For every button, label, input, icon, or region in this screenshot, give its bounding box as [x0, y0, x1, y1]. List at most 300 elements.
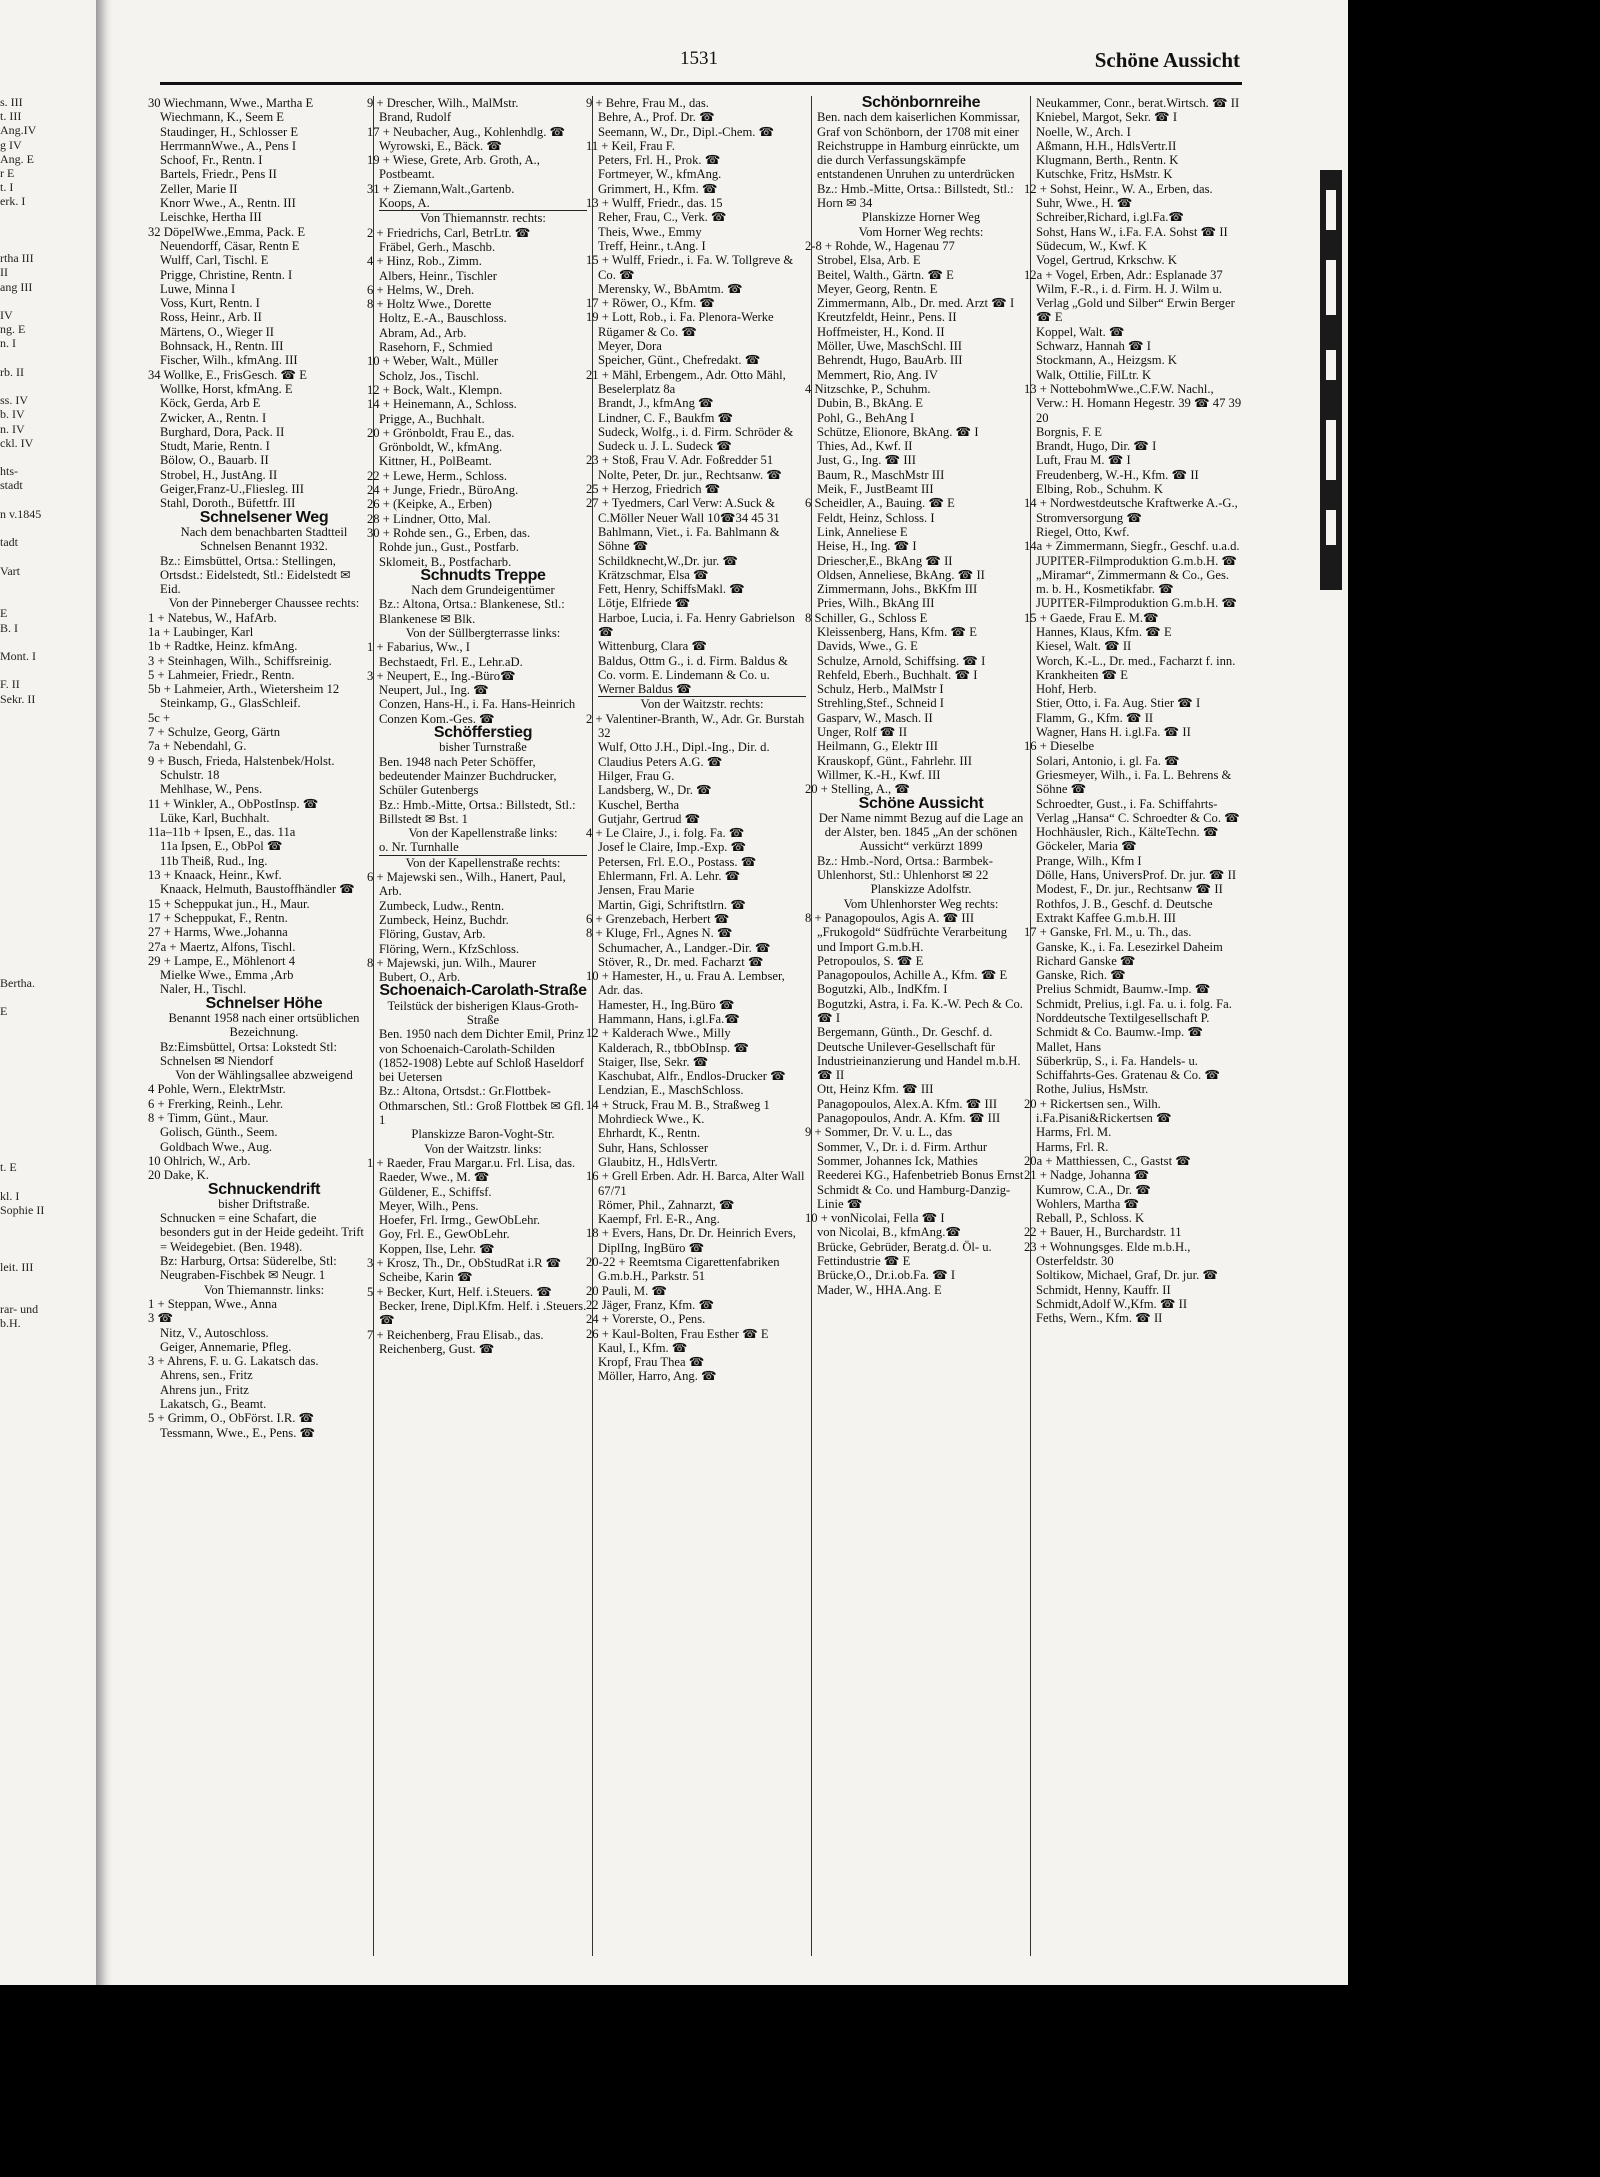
address-entry: 2 + Valentiner-Branth, W., Adr. Gr. Burstah 32 [586, 711, 805, 741]
address-entry: 13 + Wulff, Friedr., das. 15 [586, 196, 723, 211]
previous-page-fragment [0, 848, 92, 862]
resident-line: Wilm, F.-R., i. d. Firm. H. J. Wilm u. Verlag „Gold und Silber“ Erwin Berger ☎ E [1036, 281, 1235, 325]
previous-page-fragment [0, 763, 92, 777]
street-heading: Schnudts Treppe [420, 566, 546, 584]
previous-page-fragment [0, 805, 92, 819]
column-divider [811, 96, 812, 1956]
resident-line: Heise, H., Ing. ☎ I [817, 539, 917, 554]
address-entry: 13 + Knaack, Heinr., Kwf. [148, 868, 282, 883]
previous-page-fragment [0, 578, 92, 592]
address-entry: 22 + Lewe, Herm., Schloss. [367, 468, 508, 483]
resident-line: Petersen, Frl. E.O., Postass. ☎ [598, 854, 757, 869]
previous-page-fragment: kl. I [0, 1188, 20, 1203]
resident-line: Oldsen, Anneliese, BkAng. ☎ II [817, 567, 985, 582]
previous-page-fragment [0, 209, 92, 223]
resident-line: Heilmann, G., Elektr III [817, 739, 938, 754]
street-note: Planskizze Horner Weg [861, 210, 981, 225]
resident-line: Panagopoulos, Andr. A. Kfm. ☎ III [817, 1111, 1001, 1126]
resident-line: Schroedter, Gust., i. Fa. Schiffahrts-Verlag „Hansa“ C. Schroedter & Co. ☎ [1036, 796, 1240, 825]
column-divider [373, 96, 374, 1956]
previous-page-fragment [0, 635, 92, 649]
resident-line: Knaack, Helmuth, Baustoffhändler ☎ [160, 882, 355, 897]
resident-line: Zwicker, A., Rentn. I [160, 410, 267, 425]
street-heading: Schnuckendrift [207, 1180, 321, 1198]
resident-line: Bohnsack, H., Rentn. III [160, 339, 284, 354]
street-note: bisher Turnstraße [439, 740, 527, 755]
address-entry: 21 + Mähl, Erbengem., Adr. Otto Mähl, Beselerplatz 8a [586, 367, 786, 396]
resident-line: Kleissenberg, Hans, Kfm. ☎ E [817, 624, 977, 639]
resident-line: Goy, Frl. E., GewObLehr. [379, 1227, 510, 1242]
resident-line: Harms, Frl. R. [1036, 1139, 1109, 1154]
previous-page-fragment [0, 1018, 92, 1032]
resident-line: Wohlers, Martha ☎ [1036, 1196, 1140, 1211]
header-rule [160, 82, 1242, 85]
address-entry: 24 + Vorerste, O., Pens. [586, 1312, 706, 1327]
resident-line: Fischer, Wilh., kfmAng. III [160, 353, 298, 368]
address-entry: 3 ☎ [148, 1311, 174, 1326]
address-entry: 13 + NottebohmWwe.,C.F.W. Nachl., Verw.: H. Homann Hegestr. 39 ☎ 47 39 20 [1024, 381, 1242, 425]
resident-line: Wagner, Hans H. i.gl.Fa. ☎ II [1036, 725, 1191, 740]
resident-line: Brücke, Gebrüder, Beratg.d. Öl- u. Fettindustrie ☎ E [817, 1239, 992, 1269]
address-entry: 3 + Neupert, E., Ing.-Büro☎ [367, 668, 516, 683]
resident-line: Ganske, K., i. Fa. Lesezirkel Daheim Richard Ganske ☎ [1036, 939, 1223, 968]
resident-line: Beitel, Walth., Gärtn. ☎ E [817, 267, 954, 282]
address-entry: 17 + Neubacher, Aug., Kohlenhdlg. ☎ [367, 124, 566, 139]
resident-line: Ott, Heinz Kfm. ☎ III [817, 1082, 934, 1097]
resident-line: Luft, Frau M. ☎ I [1036, 453, 1131, 468]
previous-page-fragment [0, 1274, 92, 1288]
address-entry: 29 + Lampe, E., Möhlenort 4 [148, 953, 296, 968]
resident-line: Krätzschmar, Elsa ☎ [598, 567, 709, 582]
previous-page-fragment [0, 1061, 92, 1075]
address-entry: 6 + Frerking, Reinh., Lehr. [148, 1096, 284, 1111]
resident-line: Schwarz, Hannah ☎ I [1036, 339, 1151, 354]
previous-page-fragment [0, 1146, 92, 1160]
address-entry: 14 + Struck, Frau M. B., Straßweg 1 [586, 1097, 770, 1112]
resident-line: Rasehorn, F., Schmied [379, 340, 493, 355]
previous-page-edge [0, 95, 92, 1331]
address-entry: 17 + Scheppukat, F., Rentn. [148, 910, 288, 925]
previous-page-fragment: ng. E [0, 322, 26, 337]
resident-line: Norddeutsche Textilgesellschaft P. Schmidt & Co. Baumw.-Imp. ☎ [1036, 1011, 1210, 1040]
resident-line: Süberkrüp, S., i. Fa. Handels- u. Schiffahrts-Ges. Gratenau & Co. ☎ [1036, 1053, 1221, 1083]
previous-page-fragment [0, 493, 92, 507]
resident-line: Harms, Frl. M. [1036, 1125, 1112, 1140]
resident-line: Möller, Harro, Ang. ☎ [598, 1369, 717, 1384]
resident-line: Baldus, Ottm G., i. d. Firm. Baldus & Co. vorm. E. Lindemann & Co. u. Werner Baldus ☎ [598, 653, 788, 697]
street-info: Bz.: Altona, Ortsdst.: Gr.Flottbek-Othmarschen, Stl.: Groß Flottbek ✉ Gfl. 1 [379, 1084, 585, 1128]
address-entry: 22 Jäger, Franz, Kfm. ☎ [586, 1297, 715, 1312]
resident-line: Dubin, B., BkAng. E [817, 396, 924, 411]
address-entry: 2 + Friedrichs, Carl, BetrLtr. ☎ [367, 225, 531, 240]
column-5 [1024, 96, 1244, 1956]
resident-line: „Miramar“, Zimmermann & Co., Ges. m. b. H., Kosmetikfabr. ☎ [1036, 567, 1230, 597]
resident-line: Luwe, Minna I [160, 281, 236, 296]
street-note: Benannt 1958 nach einer ortsüblichen Bezeichnung. [168, 1011, 360, 1040]
resident-line: Fräbel, Gerh., Maschb. [379, 239, 496, 254]
previous-page-fragment [0, 450, 92, 464]
address-entry: 17 + Röwer, O., Kfm. ☎ [586, 296, 715, 311]
previous-page-fragment [0, 550, 92, 564]
previous-page-fragment [0, 905, 92, 919]
address-entry: 8 + Panagopoulos, Agis A. ☎ III [805, 910, 975, 925]
resident-line: Brandt, J., kfmAng ☎ [598, 396, 714, 411]
column-4 [805, 94, 1025, 1956]
street-info: Schnucken = eine Schafart, die besonders gut in der Heide gedeiht. Trift = Weidegebiet. (Ben. 1948). [160, 1211, 364, 1254]
resident-line: Burghard, Dora, Pack. II [160, 424, 285, 439]
resident-line: Flamm, G., Kfm. ☎ II [1036, 710, 1154, 725]
address-entry: 12a + Vogel, Erben, Adr.: Esplanade 37 [1024, 267, 1223, 282]
address-entry: 3 + Krosz, Th., Dr., ObStudRat i.R ☎ [367, 1256, 562, 1271]
resident-line: Reher, Frau, C., Verk. ☎ [598, 210, 727, 225]
resident-line: Möller, Uwe, MaschSchl. III [817, 339, 962, 354]
resident-line: Wollke, Horst, kfmAng. E [160, 381, 293, 396]
previous-page-fragment: t. III [0, 109, 22, 124]
book-gutter [96, 0, 112, 1985]
resident-line: Mielke Wwe., Emma ,Arb [160, 968, 294, 983]
resident-line: Griesmeyer, Wilh., i. Fa. L. Behrens & Söhne ☎ [1036, 767, 1232, 797]
resident-line: Bahlmann, Viet., i. Fa. Bahlmann & Söhne ☎ [598, 524, 780, 554]
address-entry: 10 + Hamester, H., u. Frau A. Lembser, Adr. das. [586, 969, 785, 998]
address-entry: 11a–11b + Ipsen, E., das. 11a [148, 825, 296, 840]
address-entry: 5 + Becker, Kurt, Helf. i.Steuers. ☎ [367, 1284, 552, 1299]
address-entry: 9 + Busch, Frieda, Halstenbek/Holst. Schulstr. 18 [148, 753, 335, 782]
previous-page-fragment [0, 521, 92, 535]
resident-line: Kalderach, R., tbbObInsp. ☎ [598, 1040, 750, 1055]
previous-page-fragment [0, 592, 92, 606]
resident-line: Fortmeyer, W., kfmAng. [598, 167, 722, 182]
column-3 [586, 96, 806, 1956]
resident-line: Kiesel, Walt. ☎ II [1036, 639, 1132, 654]
address-entry: 2-8 + Rohde, W., Hagenau 77 [805, 238, 955, 253]
resident-line: Rehfeld, Eberh., Buchhalt. ☎ I [817, 667, 978, 682]
resident-line: HerrmannWwe., A., Pens I [160, 138, 297, 153]
resident-line: Becker, Irene, Dipl.Kfm. Helf. i .Steuers. ☎ [379, 1298, 587, 1328]
resident-line: Sommer, V., Dr. i. d. Firm. Arthur Sommer, Johannes Ick, Mathies Reederei KG., Hafenbetrieb Bonus Ernst Schmidt & Co. und Hamburg-Danzig-Linie ☎ [817, 1139, 1024, 1211]
address-entry: 6 + Grenzebach, Herbert ☎ [586, 911, 730, 926]
previous-page-fragment [0, 890, 92, 904]
address-entry: 19 + Lott, Rob., i. Fa. Plenora-Werke Rügamer & Co. ☎ [586, 310, 774, 339]
address-entry: 4 Pohle, Wern., ElektrMstr. [148, 1082, 286, 1097]
previous-page-fragment: F. II [0, 677, 20, 692]
address-entry: 5b + Lahmeier, Arth., Wietersheim 12 [148, 682, 340, 697]
previous-page-fragment: hts- [0, 464, 18, 479]
resident-line: Sohst, Hans W., i.Fa. F.A. Sohst ☎ II [1036, 224, 1228, 239]
address-entry: 23 + Wohnungsges. Elde m.b.H., Osterfeldstr. 30 [1024, 1239, 1191, 1269]
resident-line: Martin, Gigi, Schriftstlrn. ☎ [598, 897, 746, 912]
resident-line: Suhr, Wwe., H. ☎ [1036, 196, 1133, 211]
resident-line: Hochhäusler, Rich., KälteTechn. ☎ [1036, 825, 1219, 840]
resident-line: Behrendt, Hugo, BauArb. III [817, 353, 963, 368]
resident-line: Ehrhardt, K., Rentn. [598, 1126, 701, 1141]
address-entry: 1 + Natebus, W., HafArb. [148, 610, 277, 625]
resident-line: von Nicolai, B., kfmAng.☎ [817, 1225, 962, 1240]
resident-line: Hannes, Klaus, Kfm. ☎ E [1036, 624, 1172, 639]
resident-line: Gutjahr, Gertrud ☎ [598, 811, 701, 826]
address-entry: 4 Nitzschke, P., Schuhm. [805, 381, 931, 396]
previous-page-fragment [0, 947, 92, 961]
address-entry: 5 + Grimm, O., ObFörst. I.R. ☎ [148, 1411, 315, 1426]
previous-page-fragment [0, 876, 92, 890]
resident-line: Voss, Kurt, Rentn. I [160, 296, 260, 311]
previous-page-fragment [0, 1032, 92, 1046]
address-entry: 15 + Wulff, Friedr., i. Fa. W. Tollgreve & Co. ☎ [586, 253, 794, 282]
resident-line: Noelle, W., Arch. I [1036, 124, 1131, 139]
resident-line: Brandt, Hugo, Dir. ☎ I [1036, 439, 1157, 454]
resident-line: Leischke, Hertha III [160, 210, 262, 225]
resident-line: Neuendorff, Cäsar, Rentn E [160, 238, 300, 253]
address-entry: 25 + Herzog, Friedrich ☎ [586, 482, 721, 497]
resident-line: Peters, Frl. H., Prok. ☎ [598, 153, 721, 168]
previous-page-fragment: E [0, 606, 8, 621]
address-entry: 8 + Holtz Wwe., Dorette [367, 297, 492, 312]
address-entry: 6 + Majewski sen., Wilh., Hanert, Paul, Arb. [367, 870, 566, 899]
address-entry: 6 Scheidler, A., Bauing. ☎ E [805, 496, 955, 511]
previous-page-fragment [0, 1217, 92, 1231]
previous-page-fragment: E [0, 1004, 8, 1018]
address-entry: 20 + Rickertsen sen., Wilh. i.Fa.Pisani&Rickertsen ☎ [1024, 1096, 1172, 1126]
previous-page-fragment: leit. III [0, 1259, 34, 1274]
resident-line: Willmer, K.-H., Kwf. III [817, 767, 941, 782]
resident-line: Meyer, Dora [598, 339, 662, 354]
resident-line: Studt, Marie, Rentn. I [160, 439, 270, 454]
resident-line: Prigge, A., Buchhalt. [379, 411, 485, 426]
resident-line: Josef le Claire, Imp.-Exp. ☎ [598, 840, 747, 855]
previous-page-fragment [0, 961, 92, 975]
address-entry: 9 + Sommer, Dr. V. u. L., das [805, 1125, 953, 1140]
address-entry: 11 + Keil, Frau F. [586, 138, 675, 153]
street-note: Planskizze Adolfstr. [870, 882, 972, 897]
previous-page-fragment [0, 1118, 92, 1132]
resident-line: Worch, K.-L., Dr. med., Facharzt f. inn. Krankheiten ☎ E [1036, 653, 1236, 682]
previous-page-fragment: t. E [0, 1160, 17, 1175]
resident-line: Zumbeck, Ludw., Rentn. [379, 898, 505, 913]
previous-page-fragment [0, 351, 92, 365]
resident-line: Behre, A., Prof. Dr. ☎ [598, 110, 715, 125]
street-info: Bz.: Hmb.-Mitte, Ortsa.: Billstedt, Stl.: Billstedt ✉ Bst. 1 [379, 797, 576, 826]
address-entry: 9 + Drescher, Wilh., MalMstr. [367, 96, 519, 110]
page-header [160, 48, 1240, 78]
resident-line: „Frukogold“ Südfrüchte Verarbeitung und Import G.m.b.H. [817, 925, 1008, 954]
address-entry: 10 Ohlrich, W., Arb. [148, 1153, 251, 1168]
street-note: bisher Driftstraße. [218, 1196, 310, 1211]
previous-page-fragment: tadt [0, 535, 18, 550]
previous-page-fragment [0, 819, 92, 833]
address-entry: 12 + Kalderach Wwe., Milly [586, 1026, 731, 1041]
resident-line: Pohl, G., BehAng I [817, 410, 915, 425]
resident-line: Ross, Heinr., Arb. II [160, 310, 262, 325]
previous-page-fragment: n v.1845 [0, 506, 42, 521]
resident-line: Driescher,E., BkAng ☎ II [817, 553, 953, 568]
resident-line: Abram, Ad., Arb. [379, 325, 467, 340]
previous-page-fragment [0, 734, 92, 748]
address-entry: 16 + Dieselbe [1024, 739, 1095, 754]
column-1 [148, 96, 368, 1956]
previous-page-fragment [0, 1245, 92, 1259]
resident-line: o. Nr. Turnhalle [379, 840, 459, 855]
resident-line: Lindner, C. F., Baukfm ☎ [598, 410, 734, 425]
resident-line: Riegel, Otto, Kwf. [1036, 524, 1130, 539]
resident-line: Thies, Ad., Kwf. II [817, 439, 913, 454]
resident-line: 11b Theiß, Rud., Ing. [160, 853, 268, 868]
address-entry: 8 Schiller, G., Schloss E [805, 610, 928, 625]
resident-line: Reichenberg, Gust. ☎ [379, 1341, 495, 1356]
previous-page-fragment [0, 706, 92, 720]
resident-line: Schoof, Fr., Rentn. I [160, 153, 263, 168]
previous-page-fragment: Ang. E [0, 151, 34, 166]
resident-line: Koppel, Walt. ☎ [1036, 324, 1125, 339]
street-note: Von Thiemannstr. links: [203, 1282, 325, 1297]
resident-line: Nolte, Peter, Dr. jur., Rechtsanw. ☎ [598, 467, 782, 482]
resident-line: Schütze, Elionore, BkAng. ☎ I [817, 424, 979, 439]
resident-line: Hamester, H., Ing.Büro ☎ [598, 997, 735, 1012]
address-entry: 10 + vonNicolai, Fella ☎ I [805, 1211, 945, 1226]
street-heading: Schnelsener Weg [199, 508, 329, 526]
page-number: 1531 [680, 48, 718, 69]
previous-page-fragment [0, 919, 92, 933]
resident-line: Conzen, Hans-H., i. Fa. Hans-Heinrich Conzen Kom.-Ges. ☎ [379, 697, 576, 726]
previous-page-fragment [0, 990, 92, 1004]
resident-line: Kittner, H., PolBeamt. [379, 454, 492, 469]
street-note: Nach dem Grundeigentümer [411, 583, 555, 598]
address-entry: 14 + Nordwestdeutsche Kraftwerke A.-G., Stromversorgung ☎ [1024, 496, 1238, 525]
resident-line: Stahl, Doroth., Büfettfr. III [160, 496, 296, 511]
street-heading: Schoenaich-Carolath-Straße [379, 982, 587, 1000]
address-entry: 4 + Le Claire, J., i. folg. Fa. ☎ [586, 826, 745, 841]
resident-line: Schmidt, Prelius, i.gl. Fa. u. i. folg. Fa. [1036, 996, 1232, 1011]
resident-line: Albers, Heinr., Tischler [379, 268, 497, 283]
street-heading: Schnelser Höhe [205, 994, 323, 1012]
address-entry: 10 + Weber, Walt., Müller [367, 354, 499, 369]
resident-line: Meyer, Wilh., Pens. [379, 1198, 479, 1213]
address-entry: 1a + Laubinger, Karl [148, 624, 254, 639]
previous-page-fragment [0, 791, 92, 805]
address-entry: 27a + Maertz, Alfons, Tischl. [148, 939, 296, 954]
previous-page-fragment: ang III [0, 279, 33, 294]
resident-line: Rothfos, J. B., Geschf. d. Deutsche Extrakt Kaffee G.m.b.H. III [1036, 896, 1213, 925]
previous-page-fragment [0, 223, 92, 237]
resident-line: Harboe, Lucia, i. Fa. Henry Gabrielson ☎ [598, 610, 795, 639]
street-note: Von der Süllbergterrasse links: [405, 625, 561, 640]
address-entry: 32 DöpelWwe.,Emma, Pack. E [148, 224, 306, 239]
column-divider [1030, 96, 1031, 1956]
resident-line: Bölow, O., Bauarb. II [160, 453, 269, 468]
resident-line: Bartels, Friedr., Pens II [160, 167, 277, 182]
street-note: Von der Wählingsallee abzweigend [175, 1068, 353, 1083]
previous-page-fragment: ss. IV [0, 393, 29, 408]
address-entry: 20 + Grönboldt, Frau E., das. [367, 425, 515, 440]
street-note: Vom Uhlenhorster Weg rechts: [843, 896, 999, 911]
resident-line: Aßmann, H.H., HdlsVertr.II [1036, 138, 1177, 153]
resident-line: Landsberg, W., Dr. ☎ [598, 783, 712, 798]
resident-line: 11a Ipsen, E., ObPol ☎ [160, 839, 283, 854]
previous-page-fragment [0, 1075, 92, 1089]
resident-line: Modest, F., Dr. jur., Rechtsanw ☎ II [1036, 882, 1223, 897]
resident-line: Just, G., Ing. ☎ III [817, 453, 916, 468]
resident-line: Brücke,O., Dr.i.ob.Fa. ☎ I [817, 1268, 956, 1283]
resident-line: Panagopoulos, Alex.A. Kfm. ☎ III [817, 1096, 998, 1111]
street-note: Von der Kapellenstraße rechts: [405, 855, 561, 870]
previous-page-fragment: erk. I [0, 194, 26, 209]
previous-page-fragment [0, 748, 92, 762]
resident-line: Strobel, Elsa, Arb. E [817, 253, 921, 268]
resident-line: Meik, F., JustBeamt III [817, 482, 934, 497]
resident-line: Fett, Henry, SchiffsMakl. ☎ [598, 582, 745, 597]
resident-line: Prelius Schmidt, Baumw.-Imp. ☎ [1036, 982, 1211, 997]
resident-line: Kropf, Frau Thea ☎ [598, 1355, 705, 1370]
resident-line: Wyrowski, E., Bäck. ☎ [379, 138, 503, 153]
street-note: Planskizze Baron-Voght-Str. [411, 1127, 555, 1142]
resident-line: Geiger,Franz-U.,Fliesleg. III [160, 482, 304, 497]
resident-line: Hilger, Frau G. [598, 768, 675, 783]
resident-line: Schumacher, A., Landger.-Dir. ☎ [598, 940, 771, 955]
resident-line: Neukammer, Conr., berat.Wirtsch. ☎ II [1036, 96, 1240, 110]
address-entry: 20a + Matthiessen, C., Gastst ☎ [1024, 1153, 1191, 1168]
resident-line: Bergemann, Günth., Dr. Geschf. d. Deutsche Unilever-Gesellschaft für Industrieinanzierung und Handel m.b.H. ☎ II [817, 1025, 1021, 1083]
resident-line: Sudeck, Wolfg., i. d. Firm. Schröder & Sudeck u. J. L. Sudeck ☎ [598, 424, 794, 454]
resident-line: Unger, Rolf ☎ II [817, 725, 908, 740]
resident-line: Schulze, Arnold, Schiffsing. ☎ I [817, 653, 986, 668]
resident-line: Wiechmann, K., Seem E [160, 110, 284, 125]
resident-line: Stockmann, A., Heizgsm. K [1036, 353, 1177, 368]
resident-line: Zeller, Marie II [160, 181, 238, 196]
previous-page-fragment: t. I [0, 180, 14, 195]
address-entry: 8 + Kluge, Frl., Agnes N. ☎ [586, 926, 733, 941]
previous-page-fragment [0, 1103, 92, 1117]
resident-line: Seemann, W., Dr., Dipl.-Chem. ☎ [598, 124, 775, 139]
resident-line: Soltikow, Michael, Graf, Dr. jur. ☎ [1036, 1268, 1219, 1283]
resident-line: Flöring, Wern., KfzSchloss. [379, 941, 520, 956]
street-info: Bz.: Hmb.-Mitte, Ortsa.: Billstedt, Stl.: Horn ✉ 34 [817, 181, 1014, 211]
address-entry: 23 + Stoß, Frau V. Adr. Foßredder 51 [586, 453, 774, 468]
resident-line: Walk, Ottilie, FilLtr. K [1036, 367, 1152, 382]
previous-page-fragment: n. IV [0, 421, 25, 436]
resident-line: Strobel, H., JustAng. II [160, 467, 278, 482]
previous-page-fragment [0, 1047, 92, 1061]
address-entry: 5 + Lahmeier, Friedr., Rentn. [148, 667, 295, 682]
address-entry: 14 + Heinemann, A., Schloss. [367, 397, 517, 412]
previous-page-fragment: ckl. IV [0, 435, 34, 450]
resident-line: Kaul, I., Kfm. ☎ [598, 1340, 688, 1355]
previous-page-fragment: Ang.IV [0, 123, 37, 138]
resident-line: Hohf, Herb. [1036, 682, 1097, 697]
resident-line: Steinkamp, G., GlasSchleif. [160, 696, 301, 711]
previous-page-fragment: Vart [0, 563, 20, 578]
previous-page-fragment [0, 663, 92, 677]
address-entry: 30 + Rohde sen., G., Erben, das. [367, 525, 531, 540]
resident-line: Petropoulos, S. ☎ E [817, 953, 924, 968]
resident-line: Lendzian, E., MaschSchloss. [598, 1083, 744, 1098]
previous-page-fragment: Sekr. II [0, 691, 36, 706]
address-entry: 14a + Zimmermann, Siegfr., Geschf. u.a.d. JUPITER-Filmproduktion G.m.b.H. ☎ [1024, 539, 1240, 568]
address-entry: 3 + Ahrens, F. u. G. Lakatsch das. [148, 1354, 319, 1369]
resident-line: Prange, Wilh., Kfm I [1036, 853, 1142, 868]
resident-line: Gasparv, W., Masch. II [817, 710, 933, 725]
resident-line: Dölle, Hans, UniversProf. Dr. jur. ☎ II [1036, 868, 1237, 883]
resident-line: Krauskopf, Günt., Fahrlehr. III [817, 753, 972, 768]
resident-line: Zumbeck, Heinz, Buchdr. [379, 912, 509, 927]
previous-page-fragment: rb. II [0, 364, 24, 379]
resident-line: Elbing, Rob., Schuhm. K [1036, 482, 1163, 497]
street-note: Teilstück der bisherigen Klaus-Groth-Straße [387, 998, 579, 1027]
resident-line: Mehlhase, W., Pens. [160, 782, 263, 797]
resident-line: Koppen, Ilse, Lehr. ☎ [379, 1241, 495, 1256]
resident-line: Göckeler, Maria ☎ [1036, 839, 1137, 854]
resident-line: Vogel, Gertrud, Krkschw. K [1036, 253, 1177, 268]
running-title: Schöne Aussicht [1094, 48, 1240, 72]
previous-page-fragment: b. IV [0, 407, 25, 422]
address-entry: 20 Pauli, M. ☎ [586, 1283, 668, 1298]
